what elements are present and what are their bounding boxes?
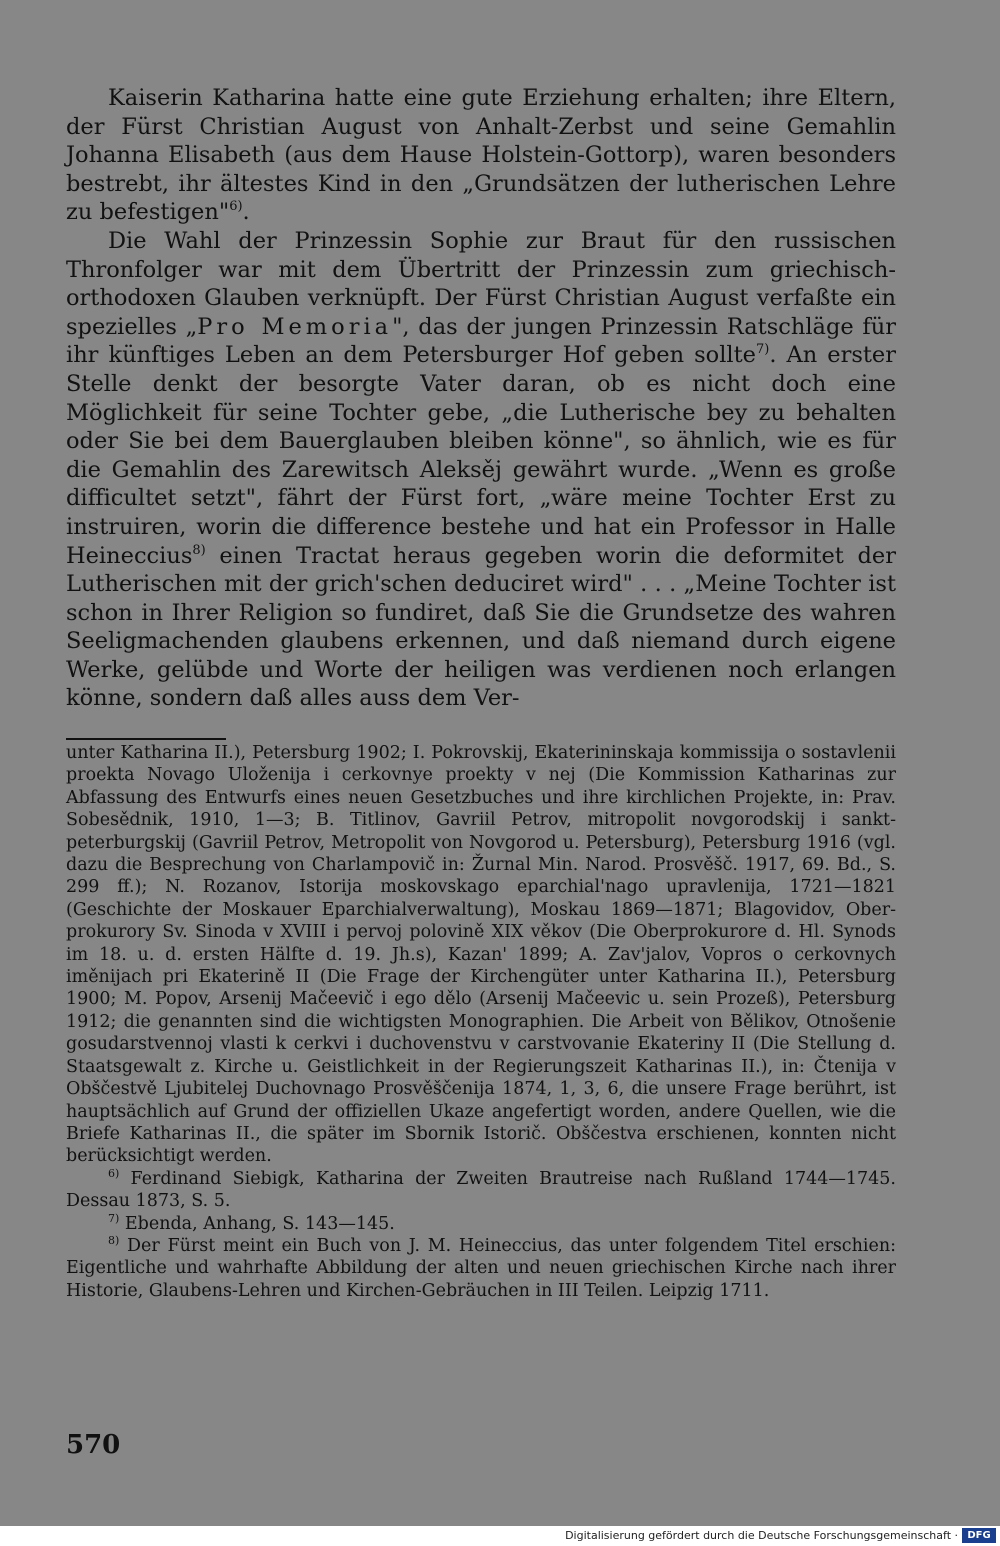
main-text — [66, 84, 896, 713]
paragraph-1-text: Kaiserin Katharina hatte eine gute Erziehung erhalten; ihre Eltern, der Fürst Christian August von Anhalt-Zerbst und seine Gemahlin Johanna Elisabeth (aus dem Hause Holstein-Gottorp), waren besonders bestrebt, ihr ältestes Kind in den „Grundsätzen der lutherischen Lehre zu befestigen" — [66, 85, 896, 226]
paragraph-2 — [66, 227, 896, 713]
paragraph-1-end: . — [242, 199, 250, 226]
paragraph-2-text-a: Die Wahl der Prinzessin Sophie zur Braut für den russischen Thronfolger war mit dem Übertritt der Prinzessin zum griechisch-orthodoxen Glauben verknüpft. Der Fürst Christian August verfaßte ein spezielles „ — [66, 227, 896, 340]
credit-bar — [0, 1526, 1000, 1546]
dfg-logo: DFG — [962, 1528, 996, 1543]
pro-memoria-title: Pro Memoria — [197, 313, 393, 340]
footnote-7 — [66, 1213, 896, 1235]
footnote-continuation: unter Katharina II.), Petersburg 1902; I. Pokrovskij, Ekaterininskaja kommissija o sostavlenii proekta Novago Uloženija i cerkovnye proekty v nej (Die Kommission Katharinas zur Abfassung des Entwurfs eines neuen Gesetzbuches und ihre kirchlichen Projekte, in: Prav. Sobesědnik, 1910, 1—3; B. Titlinov, Gavriil Petrov, mitropolit novgorodskij i sankt-peterburgskij (Gavriil Petrov, Metropolit von Novgorod u. Petersburg), Petersburg 1916 (vgl. dazu die Besprechung von Charlampovič in: Žurnal Min. Narod. Prosvěšč. 1917, 69. Bd., S. 299 ff.); N. Rozanov, Istorija moskovskago eparchial'nago upravlenija, 1721—1821 (Geschichte der Moskauer Eparchialverwaltung), Moskau 1869—1871; Blagovidov, Ober-prokurory Sv. Sinoda v XVIII i pervoj polovině XIX věkov (Die Oberprokurore d. Hl. Synods im 18. u. d. ersten Hälfte d. 19. Jh.s), Kazan' 1899; A. Zav'jalov, Vopros o cerkovnych iměnijach pri Ekaterině II (Die Frage der Kirchengüter unter Katharina II.), Petersburg 1900; M. Popov, Arsenij Mačeevič i ego dělo (Arsenij Mačeevic u. sein Prozeß), Petersburg 1912; die genannten sind die wichtigsten Monographien. Die Arbeit von Bělikov, Otnošenie gosudarstvennoj vlasti k cerkvi i duchovenstvu v carstvovanie Ekateriny II (Die Stellung d. Staatsgewalt z. Kirche u. Geistlichkeit in der Regierungszeit Katharinas II.), in: Čtenija v Obščestvě Ljubitelej Duchovnago Prosvěščenija 1874, 1, 3, 6, die unsere Frage berührt, ist hauptsächlich auf Grund der offiziellen Ukaze angefertigt worden, andere Quellen, wie die Briefe Katharinas II., die später im Sbornik Istorič. Obščestva erschienen, konnten nicht berücksichtigt werden. — [66, 743, 896, 1167]
footnote-ref-8: 8) — [192, 542, 206, 558]
footnote-6-mark: 6) — [108, 1166, 120, 1180]
page-number: 570 — [66, 1430, 121, 1460]
footnote-ref-7: 7) — [755, 342, 770, 358]
footnote-7-mark: 7) — [108, 1211, 120, 1225]
footnote-ref-6: 6) — [229, 199, 243, 215]
footnote-7-text: Ebenda, Anhang, S. 143—145. — [119, 1213, 395, 1234]
footnote-8 — [66, 1235, 896, 1302]
paragraph-1 — [66, 84, 896, 227]
paragraph-2-text-b: ", das der jungen Prinzessin Ratschläge für ihr künftiges Leben an dem Petersburger Hof geben sollte — [66, 313, 896, 369]
footnote-8-mark: 8) — [108, 1233, 120, 1247]
credit-text: Digitalisierung gefördert durch die Deutsche Forschungsgemeinschaft · — [565, 1529, 958, 1542]
footnote-8-text: Der Fürst meint ein Buch von J. M. Heineccius, das unter folgendem Titel erschien: Eigentliche und wahrhafte Abbildung der alten und neuen griechischen Kirche nach ihrer Historie, Glaubens-Lehren und Kirchen-Gebräuchen in III Teilen. Leipzig 1711. — [66, 1235, 896, 1301]
paragraph-2-text-c: . An erster Stelle denkt der besorgte Vater daran, ob es nicht doch eine Möglichkeit für seine Tochter gebe, „die Lutherische bey zu behalten oder Sie bei dem Bauerglauben bleiben könne", so ähnlich, wie es für die Gemahlin des Zarewitsch Aleksěj gewährt wurde. „Wenn es große difficultet setzt", fährt der Fürst fort, „wäre meine Tochter Erst zu instruiren, worin die difference bestehe und hat ein Professor in Halle Heineccius — [66, 342, 896, 569]
footnote-6-text: Ferdinand Siebigk, Katharina der Zweiten Brautreise nach Rußland 1744—1745. Dessau 1873, S. 5. — [66, 1168, 896, 1212]
footnote-6 — [66, 1168, 896, 1213]
footnote-separator — [66, 738, 226, 740]
paragraph-2-text-d: einen Tractat heraus gegeben worin die deformitet der Lutherischen mit der grich'schen deduciret wird" . . . „Meine Tochter ist schon in Ihrer Religion so fundiret, daß Sie die Grundsetze des wahren Seeligmachenden glaubens erkennen, und daß niemand durch eigene Werke, gelübde und Worte der heiligen was verdienen noch erlangen könne, sondern daß alles auss dem Ver- — [66, 542, 896, 712]
footnotes — [66, 742, 896, 1302]
